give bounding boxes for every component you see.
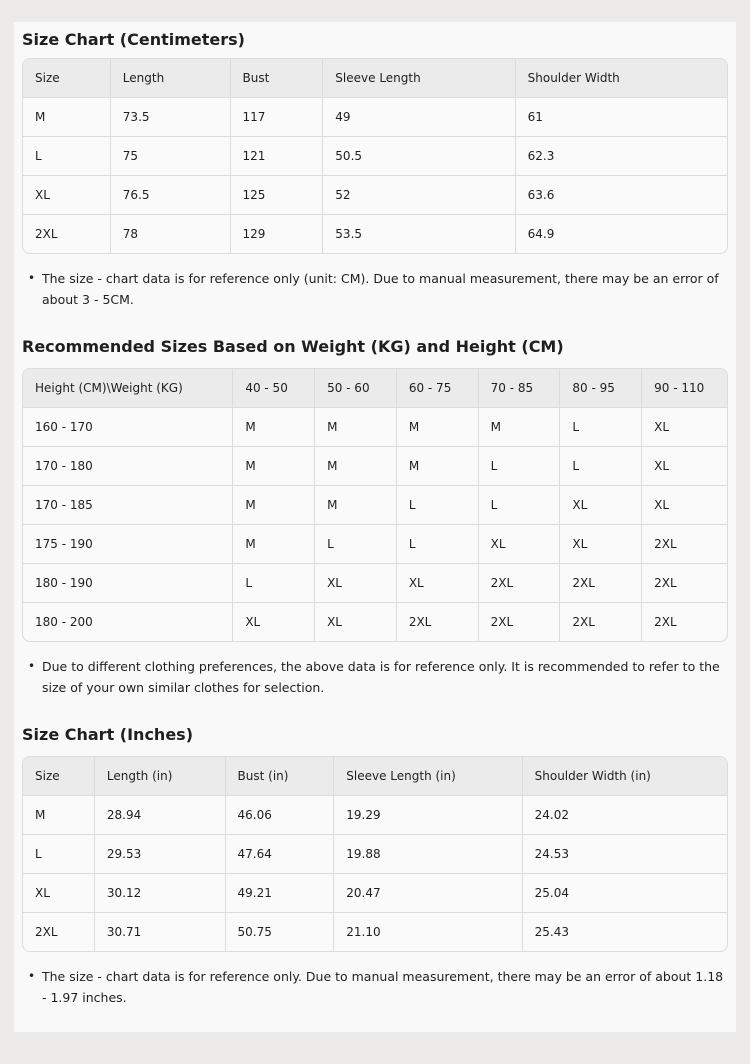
header-cell: Length xyxy=(111,59,231,98)
table-cell: M xyxy=(315,447,397,486)
table-cell: 49 xyxy=(323,98,515,137)
table-cell: 2XL xyxy=(23,215,111,253)
table-cell: XL xyxy=(560,525,642,564)
table-cell: 29.53 xyxy=(95,835,226,874)
table-cell: 2XL xyxy=(560,603,642,641)
header-cell: 50 - 60 xyxy=(315,369,397,408)
table-cell: 52 xyxy=(323,176,515,215)
header-cell: Bust (in) xyxy=(226,757,335,796)
inch-chart-title: Size Chart (Inches) xyxy=(22,725,193,744)
table-row xyxy=(23,564,727,603)
table-cell: XL xyxy=(315,564,397,603)
table-cell: 2XL xyxy=(642,525,727,564)
table-cell: 21.10 xyxy=(334,913,522,951)
table-cell: 30.12 xyxy=(95,874,226,913)
table-cell: 46.06 xyxy=(226,796,335,835)
table-header-row xyxy=(23,59,727,98)
table-cell: 2XL xyxy=(479,603,561,641)
table-cell: M xyxy=(233,408,315,447)
table-cell: XL xyxy=(23,176,111,215)
table-cell: XL xyxy=(397,564,479,603)
table-cell: 2XL xyxy=(654,615,677,629)
table-cell: 175 - 190 xyxy=(23,525,233,564)
table-cell: 2XL xyxy=(642,564,727,603)
table-cell: XL xyxy=(479,525,561,564)
bullet-icon: • xyxy=(28,969,36,983)
table-cell: 28.94 xyxy=(95,796,226,835)
table-cell: 121 xyxy=(231,137,324,176)
table-cell: L xyxy=(560,447,642,486)
table-cell: 180 - 190 xyxy=(23,564,233,603)
table-cell: 62.3 xyxy=(516,137,727,176)
table-cell: L xyxy=(233,564,315,603)
bullet-icon: • xyxy=(28,271,36,285)
header-cell: Sleeve Length (in) xyxy=(334,757,522,796)
table-cell: M xyxy=(397,447,479,486)
table-cell: 76.5 xyxy=(111,176,231,215)
table-row xyxy=(23,215,727,253)
table-row xyxy=(23,796,727,835)
table-cell: L xyxy=(23,137,111,176)
table-cell: L xyxy=(479,486,561,525)
table-cell: 170 - 180 xyxy=(23,447,233,486)
inch-size-table xyxy=(22,756,728,952)
table-cell: 75 xyxy=(111,137,231,176)
table-row xyxy=(23,603,727,641)
table-cell: 19.29 xyxy=(334,796,522,835)
inch-chart-note xyxy=(22,952,728,1008)
table-cell: XL xyxy=(642,486,727,525)
table-cell: L xyxy=(315,525,397,564)
table-cell: 25.04 xyxy=(523,874,727,913)
note-text: The size - chart data is for reference only (unit: CM). Due to manual measurement, there may be an error of about 3 - 5CM. xyxy=(42,271,719,307)
table-cell: 61 xyxy=(516,98,727,137)
table-cell: XL xyxy=(560,486,642,525)
table-row xyxy=(23,447,727,486)
table-header-row xyxy=(23,369,727,408)
table-cell: 20.47 xyxy=(334,874,522,913)
header-cell: Size xyxy=(23,59,111,98)
table-cell: L xyxy=(479,447,561,486)
table-cell: M xyxy=(233,447,315,486)
table-cell: XL xyxy=(23,874,95,913)
table-header-row xyxy=(23,757,727,796)
header-cell: Shoulder Width xyxy=(516,59,727,98)
table-cell: 50.75 xyxy=(226,913,335,951)
header-cell: 60 - 75 xyxy=(397,369,479,408)
table-cell: L xyxy=(23,835,95,874)
header-cell: Length (in) xyxy=(95,757,226,796)
table-cell: 24.53 xyxy=(523,835,727,874)
header-cell: 80 - 95 xyxy=(560,369,642,408)
table-cell: 129 xyxy=(231,215,324,253)
header-cell: 90 - 110 xyxy=(642,369,727,408)
table-cell: L xyxy=(397,486,479,525)
table-cell: M xyxy=(479,408,561,447)
recommend-title: Recommended Sizes Based on Weight (KG) and Height (CM) xyxy=(22,337,564,356)
table-cell: 50.5 xyxy=(323,137,515,176)
header-cell: Sleeve Length xyxy=(323,59,515,98)
table-cell: 125 xyxy=(231,176,324,215)
table-cell: M xyxy=(315,408,397,447)
table-cell: L xyxy=(397,525,479,564)
table-cell: 180 - 200 xyxy=(23,603,233,641)
header-cell: 70 - 85 xyxy=(479,369,561,408)
header-cell: Bust xyxy=(231,59,324,98)
table-cell: 2XL xyxy=(479,564,561,603)
table-cell: 73.5 xyxy=(111,98,231,137)
table-cell: M xyxy=(315,486,397,525)
size-guide-card xyxy=(14,22,736,1032)
header-cell: Shoulder Width (in) xyxy=(523,757,727,796)
table-cell: 49.21 xyxy=(226,874,335,913)
header-cell: 40 - 50 xyxy=(233,369,315,408)
table-cell: XL xyxy=(642,408,727,447)
table-row xyxy=(23,525,727,564)
table-cell: M xyxy=(233,525,315,564)
table-cell: 117 xyxy=(231,98,324,137)
table-cell: 78 xyxy=(111,215,231,253)
table-cell: XL xyxy=(642,447,727,486)
table-row xyxy=(23,913,727,951)
table-row xyxy=(23,835,727,874)
table-cell: M xyxy=(23,98,111,137)
header-cell: Height (CM)\Weight (KG) xyxy=(23,369,233,408)
bullet-icon: • xyxy=(28,659,36,673)
header-cell: Size xyxy=(23,757,95,796)
table-cell: 2XL xyxy=(397,603,479,641)
table-cell: 64.9 xyxy=(527,227,555,241)
table-cell: 47.64 xyxy=(226,835,335,874)
table-row xyxy=(23,98,727,137)
table-cell: 160 - 170 xyxy=(23,408,233,447)
table-cell: XL xyxy=(315,603,397,641)
recommend-size-table xyxy=(22,368,728,642)
table-cell: 30.71 xyxy=(95,913,226,951)
table-cell: M xyxy=(23,796,95,835)
note-text: Due to different clothing preferences, the above data is for reference only. It is recommended to refer to the size of your own similar clothes for selection. xyxy=(42,659,720,695)
table-cell: 2XL xyxy=(23,913,95,951)
cm-chart-note xyxy=(22,254,728,310)
table-cell: 25.43 xyxy=(534,925,569,939)
table-row xyxy=(23,486,727,525)
table-row xyxy=(23,874,727,913)
recommend-note xyxy=(22,642,728,698)
table-cell: 53.5 xyxy=(323,215,515,253)
table-cell: M xyxy=(233,486,315,525)
table-cell: L xyxy=(560,408,642,447)
table-cell: XL xyxy=(233,603,315,641)
note-text: The size - chart data is for reference only. Due to manual measurement, there may be an error of about 1.18 - 1.97 inches. xyxy=(42,969,724,1005)
table-row xyxy=(23,176,727,215)
cm-size-table xyxy=(22,58,728,254)
table-cell: 2XL xyxy=(560,564,642,603)
cm-chart-title: Size Chart (Centimeters) xyxy=(22,30,245,49)
table-cell: 170 - 185 xyxy=(23,486,233,525)
table-row xyxy=(23,408,727,447)
table-cell: 19.88 xyxy=(334,835,522,874)
table-cell: 24.02 xyxy=(523,796,727,835)
table-row xyxy=(23,137,727,176)
table-cell: M xyxy=(397,408,479,447)
table-cell: 63.6 xyxy=(516,176,727,215)
